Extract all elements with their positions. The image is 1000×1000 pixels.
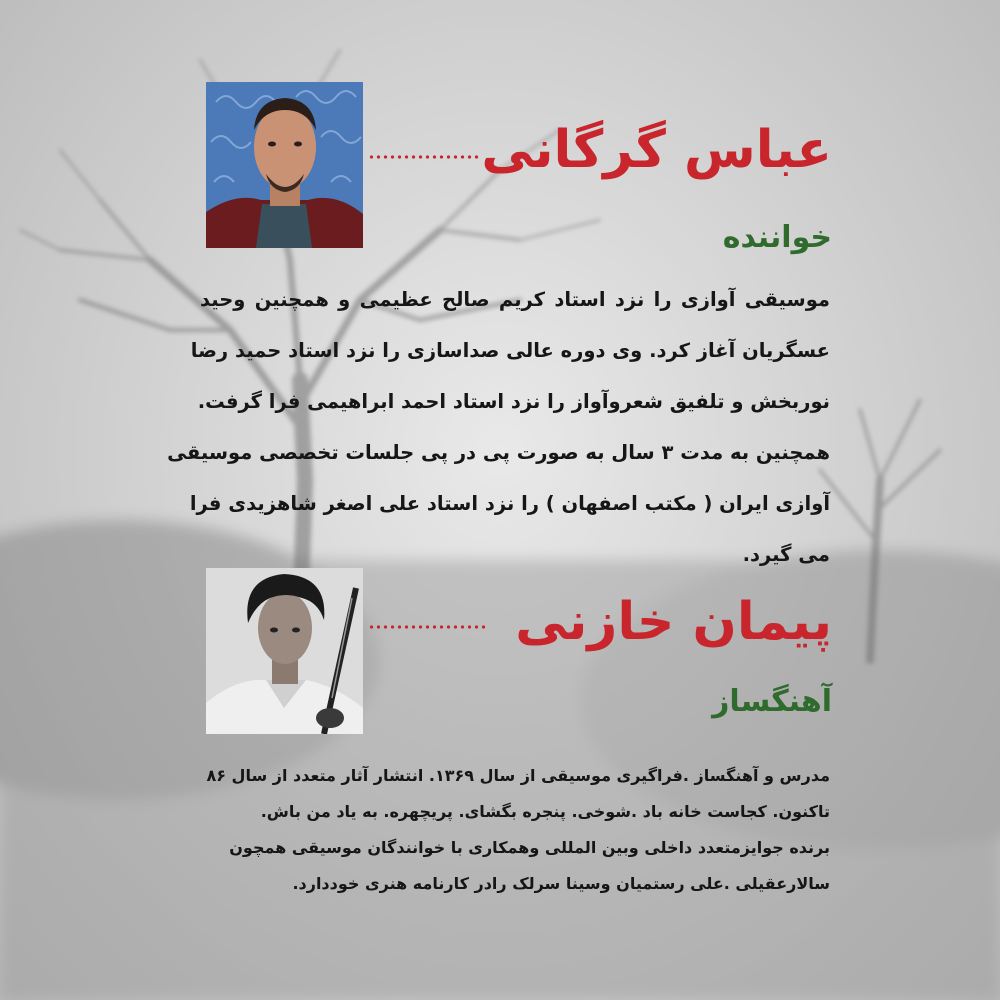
artist-bio (167, 280, 830, 586)
name-dots-1 (368, 155, 480, 159)
artist-photo (206, 568, 363, 734)
artist-role: خواننده (722, 220, 832, 255)
artist-role: آهنگساز (712, 684, 832, 719)
man-portrait-photo-icon (206, 82, 363, 248)
bio-line: برنده جوایزمتعدد داخلی وبین المللی وهمکاری با خوانندگان موسیقی همچون (229, 838, 830, 857)
bio-line: آوازی ایران ( مکتب اصفهان ) را نزد استاد علی اصغر شاهزیدی فرا (189, 492, 830, 515)
bio-line: عسگریان آغاز کرد. وی دوره عالی صداسازی را نزد استاد حمید رضا (190, 339, 830, 362)
bio-line: مدرس و آهنگساز .فراگیری موسیقی از سال ۱۳۶۹. انتشار آثار متعدد از سال ۸۶ (206, 766, 830, 785)
bio-line: می گیرد. (742, 543, 830, 566)
artist-bio (195, 762, 830, 906)
musician-with-instrument-photo-icon (206, 568, 363, 734)
bio-line: موسیقی آوازی را نزد استاد کریم صالح عظیمی و همچنین وحید (200, 288, 830, 311)
artist-name: پیمان خازنی (515, 592, 832, 652)
name-dots-2 (368, 625, 488, 629)
bio-line: همچنین به مدت ۳ سال به صورت پی در پی جلسات تخصصی موسیقی (167, 441, 830, 464)
bio-line: سالارعقیلی .علی رستمیان وسینا سرلک رادر کارنامه هنری خوددارد. (292, 874, 830, 893)
artist-name: عباس گرگانی (481, 120, 832, 180)
bio-line: نوربخش و تلفیق شعروآواز را نزد استاد احمد ابراهیمی فرا گرفت. (197, 390, 830, 413)
bio-line: تاکنون. کجاست خانه باد .شوخی. پنجره بگشای. پریچهره. به یاد من باش. (260, 802, 830, 821)
artist-photo (206, 82, 363, 248)
